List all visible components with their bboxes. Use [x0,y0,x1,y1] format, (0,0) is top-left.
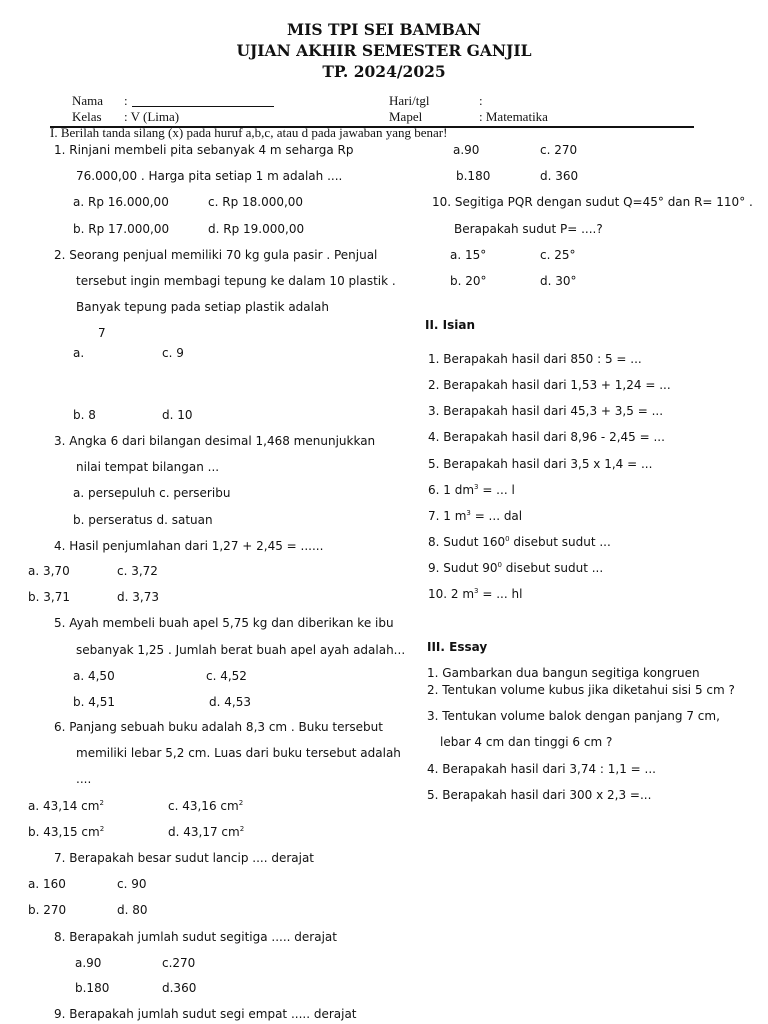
isian-item-1: 1. Berapakah hasil dari 850 : 5 = ... [428,352,642,366]
q4-line1: 4. Hasil penjumlahan dari 1,27 + 2,45 = ...... [54,539,324,553]
q2-line1: 2. Seorang penjual memiliki 70 kg gula pasir . Penjual [54,248,378,262]
q2-option-b[interactable]: b. 8 [73,408,96,422]
essay-item-3-line2: lebar 4 cm dan tinggi 6 cm ? [440,735,613,749]
essay-item-5: 5. Berapakah hasil dari 300 x 2,3 =... [427,788,652,802]
q6-option-d[interactable]: d. 43,17 $cm^2$ [168,825,245,839]
section2-title: II. Isian [425,318,476,332]
q5-option-d[interactable]: d. 4,53 [209,695,251,709]
q6-option-b[interactable]: b. 43,15 $cm^2$ [28,825,105,839]
q9-option-c[interactable]: c. 270 [540,143,578,157]
q3-option-a[interactable]: a. persepuluh c. perseribu [73,486,231,500]
kelas-label: Kelas [72,109,102,124]
q6-option-c[interactable]: c. 43,16 $cm^2$ [168,799,244,813]
isian-item-4: 4. Berapakah hasil dari 8,96 - 2,45 = ... [428,430,665,444]
q1-line2: 76.000,00 . Harga pita setiap 1 m adalah .... [76,169,343,183]
q7-option-b[interactable]: b. 270 [28,903,67,917]
q10-option-a[interactable]: a. 15° [450,248,487,262]
q6-option-a[interactable]: a. 43,14 $cm^2$ [28,799,104,813]
q1-option-d[interactable]: d. Rp 19.000,00 [208,222,305,236]
essay-item-2: 2. Tentukan volume kubus jika diketahui sisi 5 cm ? [427,683,735,697]
essay-item-4: 4. Berapakah hasil dari 3,74 : 1,1 = ... [427,762,656,776]
isian-item-3: 3. Berapakah hasil dari 45,3 + 3,5 = ... [428,404,664,418]
isian-item-2: 2. Berapakah hasil dari 1,53 + 1,24 = ... [428,378,671,392]
isian-item-8: 8. Sudut $160^0$ disebut sudut ... [428,535,611,549]
q4-option-c[interactable]: c. 3,72 [117,564,158,578]
hari-label: Hari/tgl [389,93,430,108]
q7-option-a[interactable]: a. 160 [28,877,66,891]
q3-line2: nilai tempat bilangan ... [76,460,220,474]
q2-option-c[interactable]: c. 9 [162,346,184,360]
q1-option-c[interactable]: c. Rp 18.000,00 [208,195,304,209]
isian-item-6: 6. 1 $dm^3$ = ... l [428,483,515,497]
section1-instruction: I. Berilah tanda silang (x) pada huruf a,b,c, atau d pada jawaban yang benar! [50,125,448,140]
exam-title: UJIAN AKHIR SEMESTER GANJIL [236,41,532,60]
q10-option-d[interactable]: d. 30° [540,274,577,288]
q9-option-d[interactable]: d. 360 [540,169,579,183]
q2-line3: Banyak tepung pada setiap plastik adalah [76,300,329,314]
q2-line2: tersebut ingin membagi tepung ke dalam 10 plastik . [76,274,396,288]
hari-colon: : [479,93,483,108]
school-year: TP. 2024/2025 [322,62,446,81]
mapel-label: Mapel [389,109,423,124]
q9-option-b[interactable]: b.180 [456,169,491,183]
essay-item-1: 1. Gambarkan dua bangun segitiga kongruen [427,666,700,680]
q3-option-b[interactable]: b. perseratus d. satuan [73,513,213,527]
q2-option-a[interactable]: a. [73,346,85,360]
q9-line1: 9. Berapakah jumlah sudut segi empat ..... derajat [54,1007,357,1021]
section3-title: III. Essay [427,640,488,654]
q7-option-d[interactable]: d. 80 [117,903,148,917]
q2-option-d[interactable]: d. 10 [162,408,193,422]
q5-option-c[interactable]: c. 4,52 [206,669,247,683]
q10-option-c[interactable]: c. 25° [540,248,576,262]
q4-option-d[interactable]: d. 3,73 [117,590,159,604]
q6-line3: .... [76,772,92,786]
kelas-value: : V (Lima) [124,109,180,124]
q6-line1: 6. Panjang sebuah buku adalah 8,3 cm . Buku tersebut [54,720,383,734]
q5-line1: 5. Ayah membeli buah apel 5,75 kg dan diberikan ke ibu [54,616,394,630]
q7-option-c[interactable]: c. 90 [117,877,147,891]
essay-item-3-line1: 3. Tentukan volume balok dengan panjang 7 cm, [427,709,720,723]
school-name: MIS TPI SEI BAMBAN [286,20,482,39]
isian-item-5: 5. Berapakah hasil dari 3,5 x 1,4 = ... [428,457,653,471]
q5-line2: sebanyak 1,25 . Jumlah berat buah apel ayah adalah... [76,643,406,657]
q5-option-b[interactable]: b. 4,51 [73,695,115,709]
isian-item-7: 7. 1 $m^3$ = ... dal [428,509,523,523]
q8-option-c[interactable]: c.270 [162,956,196,970]
q1-option-b[interactable]: b. Rp 17.000,00 [73,222,170,236]
q10-line1: 10. Segitiga PQR dengan sudut Q=45° dan R= 110° . [432,195,753,209]
q7-line1: 7. Berapakah besar sudut lancip .... derajat [54,851,315,865]
q1-option-a[interactable]: a. Rp 16.000,00 [73,195,169,209]
q1-line1: 1. Rinjani membeli pita sebanyak 4 m seharga Rp [54,143,354,157]
q3-line1: 3. Angka 6 dari bilangan desimal 1,468 menunjukkan [54,434,376,448]
q8-line1: 8. Berapakah jumlah sudut segitiga ..... derajat [54,930,337,944]
q8-option-b[interactable]: b.180 [75,981,110,995]
nama-label: Nama [72,93,104,108]
q9-option-a[interactable]: a.90 [453,143,480,157]
q4-option-a[interactable]: a. 3,70 [28,564,70,578]
isian-item-9: 9. Sudut $90^0$ disebut sudut ... [428,561,604,575]
q8-option-d[interactable]: d.360 [162,981,197,995]
q10-option-b[interactable]: b. 20° [450,274,487,288]
q6-line2: memiliki lebar 5,2 cm. Luas dari buku tersebut adalah [76,746,401,760]
q4-option-b[interactable]: b. 3,71 [28,590,70,604]
q10-line2: Berapakah sudut P= ....? [454,222,603,236]
q8-option-a[interactable]: a.90 [75,956,102,970]
q5-option-a[interactable]: a. 4,50 [73,669,115,683]
nama-colon: : [124,93,128,108]
isian-item-10: 10. 2 $m^3$ = ... hl [428,587,523,601]
q2-option-a-value: 7 [98,326,106,340]
mapel-value: : Matematika [479,109,548,124]
